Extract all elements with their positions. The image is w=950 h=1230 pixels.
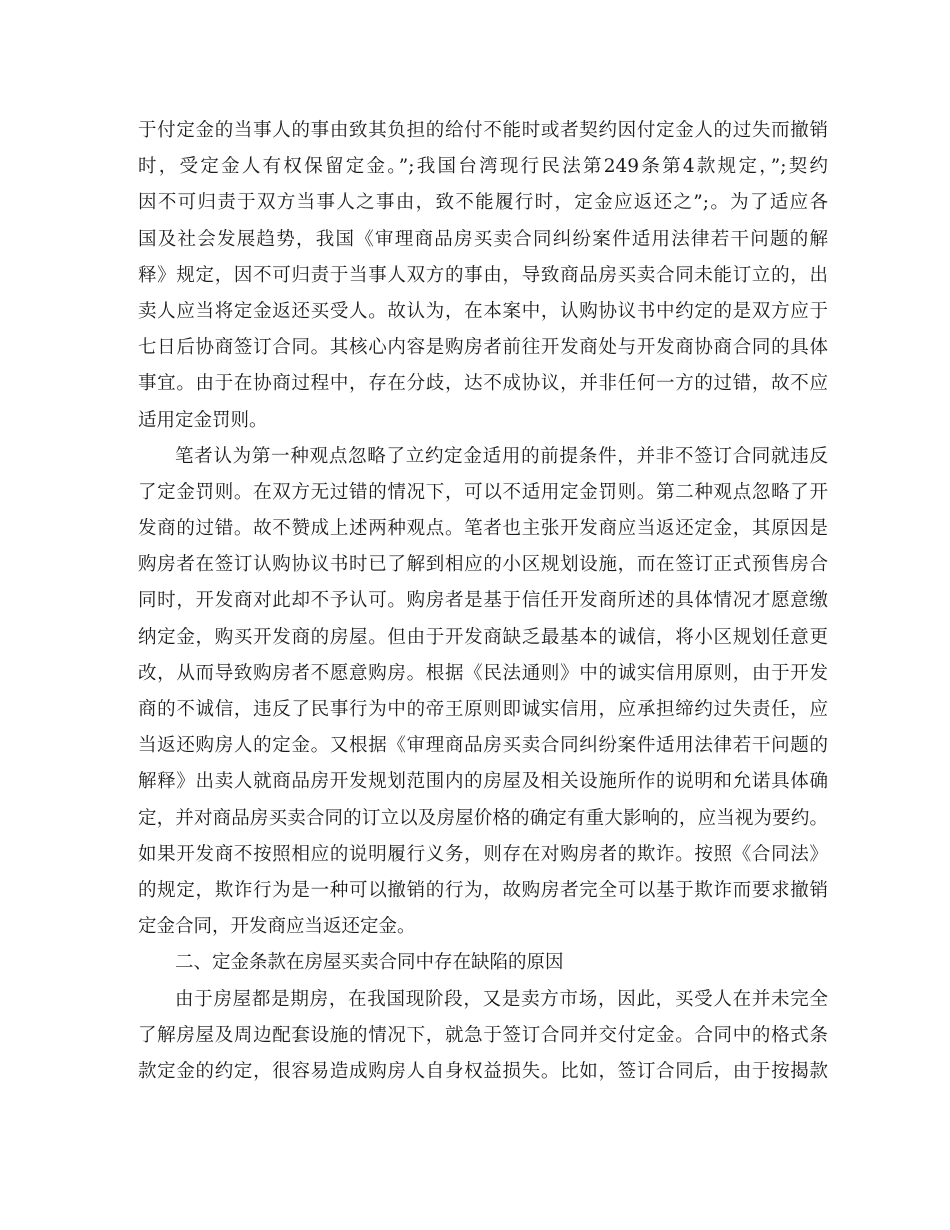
text-line: 同时，开发商对此却不予认可。购房者是基于信任开发商所述的具体情况才愿意缴 [138,590,828,612]
text-line: 解释》出卖人就商品房开发规划范围内的房屋及相关设施所作的说明和允诺具体确 [138,771,828,793]
text-line: 释》规定，因不可归责于当事人双方的事由，导致商品房买卖合同未能订立的，出 [138,264,828,286]
text-line: 纳定金，购买开发商的房屋。但由于开发商缺乏最基本的诚信，将小区规划任意更 [138,626,828,648]
text-line: 由于房屋都是期房，在我国现阶段，又是卖方市场，因此，买受人在并未完全 [175,988,828,1010]
text-line: 因不可归责于双方当事人之事由，致不能履行时，定金应返还之”;。为了适应各 [138,192,828,214]
text-line: 笔者认为第一种观点忽略了立约定金适用的前提条件，并非不签订合同就违反 [175,445,828,467]
text-line: 款定金的约定，很容易造成购房人自身权益损失。比如，签订合同后，由于按揭款 [138,1060,828,1082]
text-line: 当返还购房人的定金。又根据《审理商品房买卖合同纠纷案件适用法律若干问题的 [138,735,828,757]
text-line: 改，从而导致购房者不愿意购房。根据《民法通则》中的诚实信用原则，由于开发 [138,662,828,684]
text-line: 时，受定金人有权保留定金。”;我国台湾现行民法第249条第4款规定，”;契约 [138,156,828,178]
text-line: 适用定金罚则。 [138,409,268,431]
text-line: 如果开发商不按照相应的说明履行义务，则存在对购房者的欺诈。按照《合同法》 [138,843,828,865]
text-line: 了定金罚则。在双方无过错的情况下，可以不适用定金罚则。第二种观点忽略了开 [138,481,828,503]
text-line: 了解房屋及周边配套设施的情况下，就急于签订合同并交付定金。合同中的格式条 [138,1024,828,1046]
text-line: 七日后协商签订合同。其核心内容是购房者前往开发商处与开发商协商合同的具体 [138,337,828,359]
text-line: 定金合同，开发商应当返还定金。 [138,916,416,938]
text-line: 国及社会发展趋势，我国《审理商品房买卖合同纠纷案件适用法律若干问题的解 [138,228,828,250]
text-line: 的规定，欺诈行为是一种可以撤销的行为，故购房者完全可以基于欺诈而要求撤销 [138,879,828,901]
document-body [138,113,828,1090]
text-line: 购房者在签订认购协议书时已了解到相应的小区规划设施，而在签订正式预售房合 [138,554,828,576]
text-line: 定，并对商品房买卖合同的订立以及房屋价格的确定有重大影响的，应当视为要约。 [138,807,828,829]
text-line: 事宜。由于在协商过程中，存在分歧，达不成协议，并非任何一方的过错，故不应 [138,373,828,395]
text-line: 于付定金的当事人的事由致其负担的给付不能时或者契约因付定金人的过失而撤销 [138,120,828,141]
text-line: 卖人应当将定金返还买受人。故认为，在本案中，认购协议书中约定的是双方应于 [138,300,828,322]
text-line: 发商的过错。故不赞成上述两种观点。笔者也主张开发商应当返还定金，其原因是 [138,518,828,540]
text-line: 二、定金条款在房屋买卖合同中存在缺陷的原因 [175,952,564,974]
text-line: 商的不诚信，违反了民事行为中的帝王原则即诚实信用，应承担缔约过失责任，应 [138,699,828,720]
